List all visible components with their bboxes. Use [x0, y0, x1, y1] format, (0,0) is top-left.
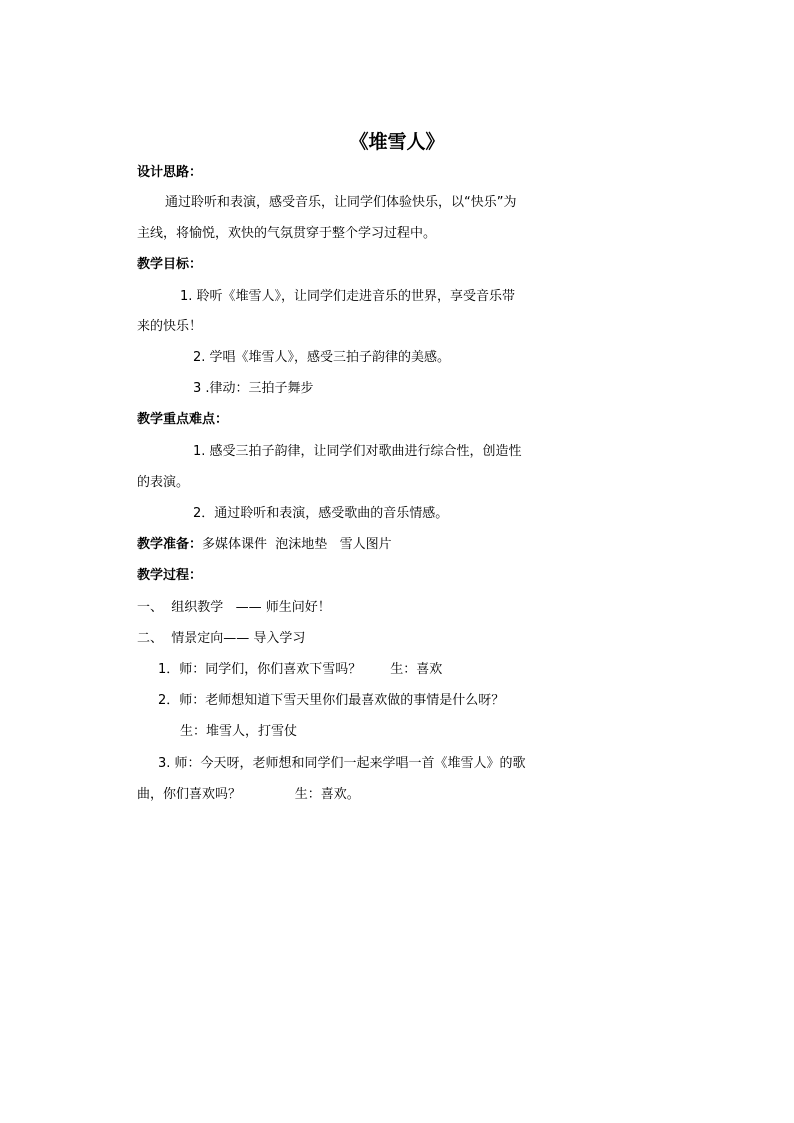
design-heading: 设计思路：	[137, 165, 203, 180]
process-heading: 教学过程：	[137, 568, 203, 583]
design-line-2: 主线，将愉悦，欢快的气氛贯穿于整个学习过程中。	[137, 226, 437, 241]
dialogue-3-line-2: 曲，你们喜欢吗？ 生：喜欢。	[137, 787, 360, 802]
preparation-text: 多媒体课件 泡沫地垫 雪人图片	[202, 537, 392, 552]
preparation-line	[137, 536, 392, 554]
dialogue-1: 1．师：同学们，你们喜欢下雪吗？ 生：喜欢	[158, 662, 443, 677]
key-point-2: 2．通过聆听和表演，感受歌曲的音乐情感。	[193, 506, 449, 521]
goal-2: 2. 学唱《堆雪人》，感受三拍子韵律的美感。	[193, 350, 451, 365]
dialogue-3-line-1: 3. 师：今天呀，老师想和同学们一起来学唱一首《堆雪人》的歌	[158, 756, 526, 771]
goals-heading: 教学目标：	[137, 257, 203, 272]
goal-1-line-2: 来的快乐！	[137, 319, 203, 334]
key-point-1-line-2: 的表演。	[137, 475, 190, 490]
answer-2: 生：堆雪人，打雪仗	[180, 724, 298, 739]
design-line-1: 通过聆听和表演，感受音乐，让同学们体验快乐，以“快乐”为	[165, 195, 517, 210]
key-points-heading: 教学重点难点：	[137, 412, 229, 427]
goal-3: 3 .律动：三拍子舞步	[193, 381, 314, 396]
goal-1-line-1: 1. 聆听《堆雪人》，让同学们走进音乐的世界，享受音乐带	[180, 289, 516, 304]
key-point-1-line-1: 1. 感受三拍子韵律，让同学们对歌曲进行综合性，创造性	[193, 444, 522, 459]
dialogue-2: 2．师：老师想知道下雪天里你们最喜欢做的事情是什么呀？	[158, 693, 505, 708]
preparation-heading: 教学准备：	[137, 537, 203, 552]
process-step-1: 一、 组织教学 —— 师生问好！	[137, 600, 331, 615]
page-title: 《堆雪人》	[349, 131, 445, 153]
process-step-2: 二、 情景定向—— 导入学习	[137, 631, 306, 646]
